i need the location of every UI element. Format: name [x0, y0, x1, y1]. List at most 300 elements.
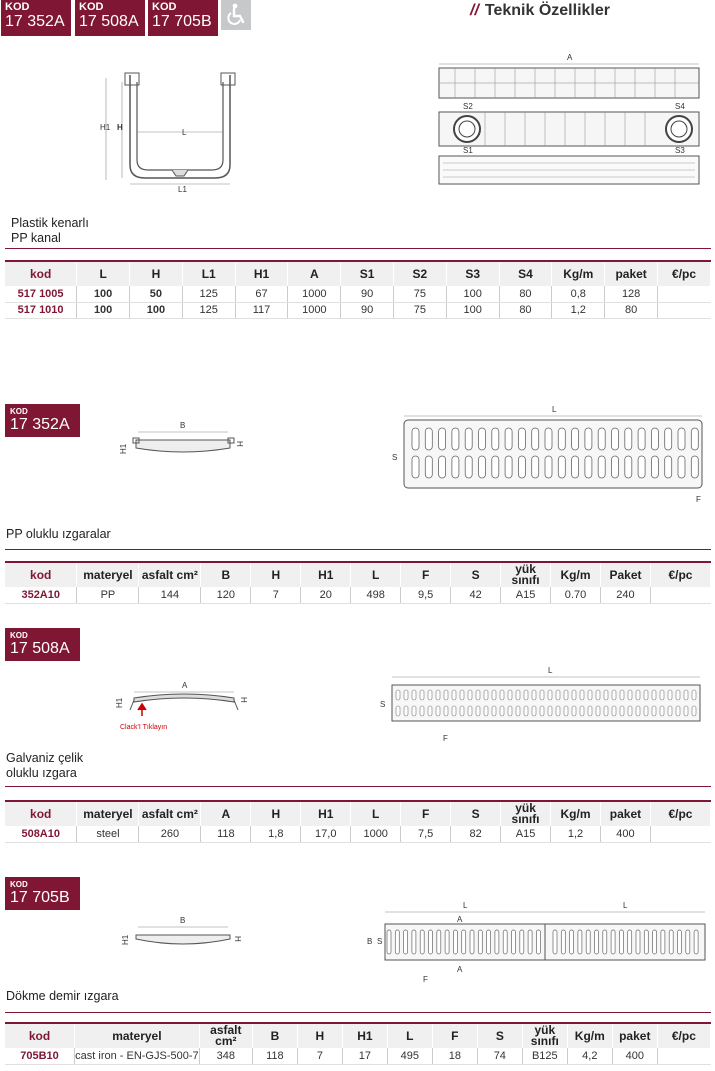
grating-slot: [484, 690, 488, 700]
table-cell: 1,8: [251, 826, 301, 842]
table-cell: 125: [182, 286, 235, 302]
kod-label: KOD: [10, 407, 28, 416]
column-header: S: [477, 1024, 522, 1048]
column-header: S1: [341, 262, 394, 286]
grating-slot: [603, 930, 607, 954]
table-cell: A15: [501, 826, 551, 842]
dim-s1: S1: [463, 146, 473, 155]
grating-slot: [524, 706, 528, 716]
grating-slot: [564, 706, 568, 716]
column-header: S: [451, 802, 501, 826]
column-header: paket: [612, 1024, 657, 1048]
column-header: S: [451, 563, 501, 587]
table-cell: 120: [201, 587, 251, 603]
table-cell: 495: [387, 1048, 432, 1064]
dim-h1: H1: [115, 697, 124, 708]
table-cell: [657, 1048, 710, 1064]
table-cell: 0,8: [552, 286, 605, 302]
column-header: paket: [605, 262, 658, 286]
table-cell: [650, 587, 710, 603]
grating-slot: [412, 930, 416, 954]
table-cell: 7: [251, 587, 301, 603]
grating-slot: [570, 930, 574, 954]
tech-spec-title: [470, 2, 610, 20]
grating-slot: [436, 690, 440, 700]
table-cell: 42: [451, 587, 501, 603]
table-cell: 1,2: [551, 826, 601, 842]
kod-label: KOD: [79, 1, 104, 13]
steel-grating-spec-table: [5, 802, 711, 843]
table-cell: 20: [301, 587, 351, 603]
grating-slot: [604, 706, 608, 716]
grating-slot: [572, 690, 576, 700]
grating-slot: [436, 706, 440, 716]
grating-slot: [532, 706, 536, 716]
grating-slot: [651, 428, 658, 450]
column-header: paket: [600, 802, 650, 826]
grating-slot: [644, 706, 648, 716]
column-header: kod: [5, 563, 77, 587]
grating-slot: [694, 930, 698, 954]
kod-badge-352a: [5, 404, 80, 437]
grating-slot: [532, 428, 539, 450]
grating-slot: [661, 930, 665, 954]
column-header: A: [201, 802, 251, 826]
kod-number: 17 705B: [10, 889, 70, 906]
kod-badge-508a: [75, 0, 145, 36]
grating-slot: [548, 706, 552, 716]
grating-slot: [596, 706, 600, 716]
table-cell: cast iron - EN-GJS-500-7: [75, 1048, 200, 1064]
grating-slot: [588, 706, 592, 716]
table-cell: 100: [446, 286, 499, 302]
table-cell: 67: [235, 286, 288, 302]
grating-slot: [665, 428, 672, 450]
table-cell: A15: [501, 587, 551, 603]
dim-h: H: [233, 936, 242, 942]
table-cell: 260: [139, 826, 201, 842]
grating-slot: [452, 706, 456, 716]
column-header: €/pc: [650, 802, 710, 826]
grating-slot: [452, 428, 459, 450]
grating-slot: [558, 428, 565, 450]
column-header: H1: [342, 1024, 387, 1048]
table-cell: 517 1010: [5, 302, 77, 318]
kod-number: 17 508A: [79, 13, 139, 30]
column-header: F: [401, 802, 451, 826]
table-cell: 0.70: [551, 587, 601, 603]
column-header: L: [351, 802, 401, 826]
grating-slot: [585, 428, 592, 450]
dim-s: S: [377, 937, 383, 946]
column-header: H1: [301, 563, 351, 587]
column-header: H: [251, 563, 301, 587]
dim-l: L: [623, 901, 628, 910]
grating-slot: [572, 706, 576, 716]
table-cell: [650, 826, 710, 842]
grating-slot: [668, 690, 672, 700]
grating-slot: [479, 456, 486, 478]
dim-h1: H1: [121, 934, 130, 945]
column-header: L: [387, 1024, 432, 1048]
column-header: H: [130, 262, 183, 286]
grating-slot: [470, 930, 474, 954]
grating-slot: [492, 706, 496, 716]
grating-slot: [604, 690, 608, 700]
column-header: materyel: [77, 802, 139, 826]
grating-slot: [536, 930, 540, 954]
dim-s3: S3: [675, 146, 685, 155]
grating-slot: [595, 930, 599, 954]
grating-slot: [644, 690, 648, 700]
grating-slot: [444, 706, 448, 716]
grating-slot: [548, 690, 552, 700]
grating-slot: [453, 930, 457, 954]
grating-slot: [611, 930, 615, 954]
grating-slot: [686, 930, 690, 954]
dim-s: S: [380, 700, 386, 709]
dim-l: L: [552, 405, 557, 414]
column-header: F: [432, 1024, 477, 1048]
grating-slot: [625, 428, 632, 450]
kod-number: 17 352A: [10, 416, 70, 433]
grating-slot: [476, 706, 480, 716]
table-cell: 128: [605, 286, 658, 302]
dim-b: B: [367, 937, 373, 946]
table-cell: 117: [235, 302, 288, 318]
column-header: F: [401, 563, 451, 587]
table-cell: 9,5: [401, 587, 451, 603]
table-cell: 1000: [288, 286, 341, 302]
dim-l: L: [548, 666, 553, 675]
grating-slot: [412, 690, 416, 700]
grating-slot: [612, 428, 619, 450]
grating-slot: [652, 706, 656, 716]
column-header: €/pc: [658, 262, 711, 286]
column-header: H: [251, 802, 301, 826]
grating-slot: [524, 690, 528, 700]
section1-title: [11, 216, 89, 246]
grating-slot: [651, 456, 658, 478]
column-header: kod: [5, 802, 77, 826]
table-cell: 144: [139, 587, 201, 603]
grating-slot: [684, 690, 688, 700]
grating-slot: [495, 930, 499, 954]
table-cell: 1000: [288, 302, 341, 318]
grating-slot: [628, 690, 632, 700]
grating-slot: [492, 456, 499, 478]
table-cell: 7: [297, 1048, 342, 1064]
grating-slot: [445, 930, 449, 954]
table-row: [5, 1048, 711, 1064]
table-header-row: [5, 802, 711, 826]
grating-slot: [505, 456, 512, 478]
section4-title: Dökme demir ızgara: [6, 989, 119, 1003]
table-cell: 75: [394, 302, 447, 318]
grating-slot: [660, 690, 664, 700]
title-line: Galvaniz çelik: [6, 751, 84, 765]
dim-s: S: [392, 453, 398, 462]
grating-slot: [487, 930, 491, 954]
grating-slot: [596, 690, 600, 700]
grating-slot: [395, 930, 399, 954]
steel-grating-top-drawing: [378, 665, 708, 745]
table-cell: 100: [446, 302, 499, 318]
grating-slot: [669, 930, 673, 954]
grating-slot: [556, 690, 560, 700]
kod-badge-705b: [5, 877, 80, 910]
table-cell: PP: [77, 587, 139, 603]
table-cell: 74: [477, 1048, 522, 1064]
dim-l: L: [463, 901, 468, 910]
table-cell: 1,2: [552, 302, 605, 318]
column-header: S4: [499, 262, 552, 286]
table-cell: 498: [351, 587, 401, 603]
dim-a: A: [182, 681, 188, 690]
grating-slot: [586, 930, 590, 954]
column-header: H1: [301, 802, 351, 826]
grating-slot: [678, 456, 685, 478]
column-header: S3: [446, 262, 499, 286]
table-cell: 517 1005: [5, 286, 77, 302]
grating-slot: [684, 706, 688, 716]
column-header: materyel: [75, 1024, 200, 1048]
grating-slot: [484, 706, 488, 716]
grating-slot: [404, 706, 408, 716]
grating-slot: [439, 456, 446, 478]
grating-slot: [479, 428, 486, 450]
grating-slot: [691, 428, 698, 450]
grating-slot: [512, 930, 516, 954]
column-header: L1: [182, 262, 235, 286]
grating-slot: [540, 690, 544, 700]
grating-slot: [532, 456, 539, 478]
pp-grating-profile-drawing: [118, 420, 248, 460]
column-header: yük sınıfı: [501, 802, 551, 826]
grating-slot: [564, 690, 568, 700]
title-prefix: //: [470, 2, 479, 19]
dim-a: A: [457, 965, 463, 974]
column-header: asfalt cm²: [199, 1024, 252, 1048]
column-header: Kg/m: [567, 1024, 612, 1048]
grating-slot: [462, 930, 466, 954]
column-header: S2: [394, 262, 447, 286]
kod-badge-352a: [1, 0, 71, 36]
grating-slot: [572, 456, 579, 478]
table-row: [5, 587, 711, 603]
grating-slot: [532, 690, 536, 700]
section3-title: [6, 751, 83, 781]
section-divider: [5, 786, 711, 787]
grating-slot: [620, 706, 624, 716]
table-row: [5, 286, 711, 302]
kod-label: KOD: [10, 631, 28, 640]
table-row: [5, 826, 711, 842]
table-cell: 80: [499, 302, 552, 318]
column-header: B: [201, 563, 251, 587]
kod-number: 17 508A: [10, 640, 70, 657]
grating-slot: [691, 456, 698, 478]
grating-slot: [500, 690, 504, 700]
grating-slot: [465, 428, 472, 450]
grating-slot: [412, 456, 419, 478]
grating-slot: [612, 690, 616, 700]
table-cell: 240: [601, 587, 651, 603]
grating-slot: [612, 456, 619, 478]
grating-slot: [452, 690, 456, 700]
grating-slot: [452, 456, 459, 478]
dim-s4: S4: [675, 102, 685, 111]
channel-top-view-drawing: [435, 52, 705, 187]
section-divider: [5, 248, 711, 249]
grating-slot: [556, 706, 560, 716]
kod-label: KOD: [5, 1, 30, 13]
grating-slot: [545, 456, 552, 478]
table-cell: 7,5: [401, 826, 451, 842]
column-header: L: [351, 563, 401, 587]
grating-slot: [665, 456, 672, 478]
grating-slot: [428, 706, 432, 716]
kod-number: 17 705B: [152, 13, 212, 30]
grating-slot: [520, 930, 524, 954]
table-cell: 75: [394, 286, 447, 302]
grating-slot: [676, 690, 680, 700]
section-divider: [5, 1012, 711, 1013]
grating-slot: [404, 930, 408, 954]
grating-slot: [668, 706, 672, 716]
grating-slot: [678, 930, 682, 954]
dim-a: A: [567, 53, 573, 62]
grating-slot: [652, 690, 656, 700]
grating-slot: [678, 428, 685, 450]
click-note: Clack'I Tıklayın: [120, 724, 168, 731]
cast-iron-grating-spec-table: [5, 1024, 711, 1065]
grating-slot: [625, 456, 632, 478]
cast-iron-grating-profile-drawing: [118, 915, 248, 955]
pp-grating-top-drawing: [390, 404, 710, 504]
table-cell: 705B10: [5, 1048, 75, 1064]
dim-f: F: [423, 975, 428, 984]
grating-slot: [387, 930, 391, 954]
table-cell: 80: [605, 302, 658, 318]
grating-slot: [429, 930, 433, 954]
title-line: oluklu ızgara: [6, 766, 77, 780]
grating-slot: [558, 456, 565, 478]
grating-slot: [660, 706, 664, 716]
grating-slot: [580, 706, 584, 716]
column-header: kod: [5, 262, 77, 286]
grating-slot: [468, 690, 472, 700]
grating-slot: [612, 706, 616, 716]
grating-slot: [420, 930, 424, 954]
grating-slot: [636, 706, 640, 716]
grating-slot: [516, 706, 520, 716]
column-header: Kg/m: [551, 563, 601, 587]
grating-slot: [478, 930, 482, 954]
grating-slot: [585, 456, 592, 478]
dim-b: B: [180, 421, 186, 430]
grating-slot: [638, 428, 645, 450]
table-cell: [658, 302, 711, 318]
table-cell: 1000: [351, 826, 401, 842]
table-cell: 90: [341, 302, 394, 318]
dim-h: H: [239, 697, 248, 703]
table-cell: 118: [252, 1048, 297, 1064]
table-cell: 348: [199, 1048, 252, 1064]
grating-slot: [620, 690, 624, 700]
table-cell: 508A10: [5, 826, 77, 842]
column-header: H: [297, 1024, 342, 1048]
grating-slot: [492, 690, 496, 700]
table-cell: 125: [182, 302, 235, 318]
pp-channel-spec-table: [5, 262, 711, 319]
column-header: yük sınıfı: [522, 1024, 567, 1048]
column-header: Kg/m: [552, 262, 605, 286]
grating-slot: [508, 690, 512, 700]
grating-slot: [692, 690, 696, 700]
column-header: asfalt cm²: [139, 802, 201, 826]
column-header: Kg/m: [551, 802, 601, 826]
dim-s2: S2: [463, 102, 473, 111]
table-header-row: [5, 563, 711, 587]
grating-slot: [460, 706, 464, 716]
grating-slot: [396, 706, 400, 716]
table-cell: 17: [342, 1048, 387, 1064]
grating-slot: [444, 690, 448, 700]
wheelchair-icon: [221, 0, 251, 30]
kod-badge-705b: [148, 0, 218, 36]
grating-slot: [476, 690, 480, 700]
grating-slot: [460, 690, 464, 700]
grating-slot: [545, 428, 552, 450]
grating-slot: [636, 930, 640, 954]
title-line: Plastik kenarlı: [11, 216, 89, 230]
table-cell: 400: [600, 826, 650, 842]
table-cell: 400: [612, 1048, 657, 1064]
kod-number: 17 352A: [5, 13, 65, 30]
grating-slot: [528, 930, 532, 954]
dim-h1: H1: [100, 123, 111, 132]
cast-iron-grating-top-drawing: [365, 900, 710, 985]
pp-grating-spec-table: [5, 563, 711, 604]
dim-f: F: [696, 495, 701, 504]
grating-slot: [439, 428, 446, 450]
column-header: yük sınıfı: [501, 563, 551, 587]
grating-slot: [653, 930, 657, 954]
column-header: materyel: [77, 563, 139, 587]
dim-f: F: [443, 734, 448, 743]
dim-h: H: [235, 441, 244, 447]
table-cell: 17,0: [301, 826, 351, 842]
grating-slot: [692, 706, 696, 716]
column-header: H1: [235, 262, 288, 286]
grating-slot: [508, 706, 512, 716]
dim-h: H: [117, 123, 123, 132]
table-row: [5, 302, 711, 318]
channel-cross-section-drawing: [100, 70, 250, 195]
grating-slot: [598, 428, 605, 450]
column-header: B: [252, 1024, 297, 1048]
grating-slot: [636, 690, 640, 700]
table-header-row: [5, 262, 711, 286]
grating-slot: [588, 690, 592, 700]
grating-slot: [465, 456, 472, 478]
column-header: €/pc: [657, 1024, 710, 1048]
grating-slot: [516, 690, 520, 700]
grating-slot: [518, 456, 525, 478]
column-header: A: [288, 262, 341, 286]
title-line: PP kanal: [11, 231, 61, 245]
